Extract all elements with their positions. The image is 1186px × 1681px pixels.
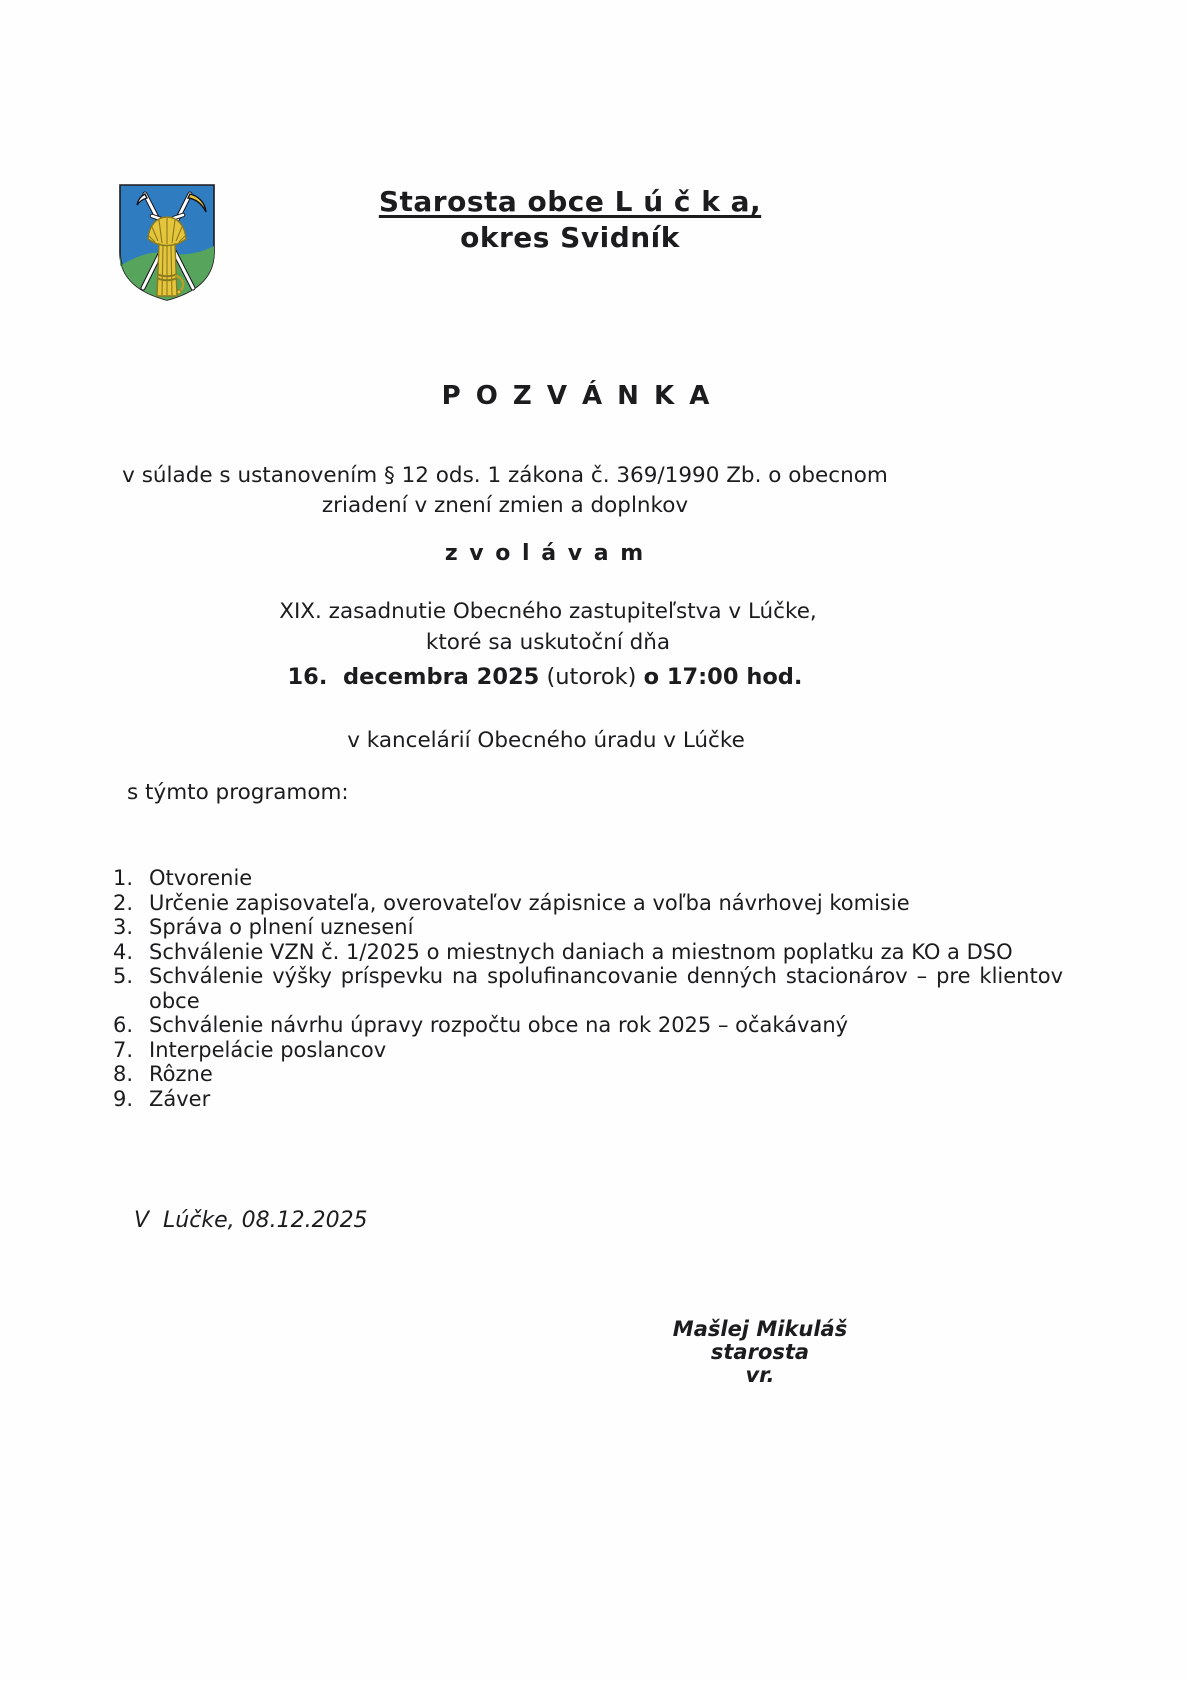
- program-item-3: [113, 915, 1063, 940]
- letterhead-municipality: Starosta obce L ú č k a,: [378, 185, 762, 218]
- letterhead-district: okres Svidník: [460, 221, 680, 254]
- meeting-date: 16. decembra 2025: [287, 664, 540, 690]
- program-item-number: 6.: [113, 1013, 134, 1037]
- program-item-9: [113, 1087, 1063, 1112]
- signature-block: [610, 1318, 910, 1387]
- program-item-text: Schválenie návrhu úpravy rozpočtu obce na rok 2025 – očakávaný: [149, 1013, 849, 1037]
- program-item-number: 7.: [113, 1037, 134, 1062]
- signature-title: starosta: [710, 1340, 810, 1364]
- program-item-1: [113, 866, 1063, 891]
- signature-note: vr.: [745, 1363, 775, 1387]
- program-item-text: Schválenie výšky príspevku na spolufinancovanie denných stacionárov – pre klientov obce: [149, 964, 1063, 1013]
- session-line2: ktoré sa uskutoční dňa: [425, 630, 671, 655]
- convene-word: z v o l á v a m: [444, 541, 646, 566]
- meeting-location: v kancelárií Obecného úradu v Lúčke: [347, 728, 745, 753]
- program-item-6: [113, 1013, 1063, 1038]
- program-item-number: 9.: [113, 1086, 134, 1111]
- letterhead: [0, 184, 1140, 256]
- program-item-8: [113, 1062, 1063, 1087]
- program-item-number: 3.: [113, 915, 134, 939]
- document-title: P O Z V Á N K A: [441, 381, 713, 411]
- program-item-number: 8.: [113, 1062, 134, 1086]
- program-item-number: 2.: [113, 890, 134, 915]
- program-item-text: Rôzne: [149, 1062, 213, 1086]
- meeting-weekday: (utorok): [539, 664, 644, 690]
- signature-name: Mašlej Mikuláš: [672, 1317, 848, 1341]
- meeting-time: o 17:00 hod.: [643, 664, 803, 690]
- program-item-text: Záver: [149, 1086, 211, 1111]
- program-item-7: [113, 1038, 1063, 1063]
- program-item-text: Otvorenie: [149, 866, 253, 890]
- program-item-number: 4.: [113, 939, 134, 964]
- program-item-text: Schválenie VZN č. 1/2025 o miestnych daniach a miestnom poplatku za KO a DSO: [149, 939, 1013, 964]
- program-item-text: Interpelácie poslancov: [149, 1037, 387, 1062]
- program-item-number: 1.: [113, 866, 134, 890]
- program-item-text: Správa o plnení uznesení: [149, 915, 414, 939]
- program-item-4: [113, 940, 1063, 965]
- program-item-number: 5.: [113, 964, 134, 988]
- program-label: s týmto programom:: [127, 780, 349, 805]
- program-list: [113, 866, 1063, 1111]
- program-item-2: [113, 891, 1063, 916]
- program-item-text: Určenie zapisovateľa, overovateľov zápisnice a voľba návrhovej komisie: [149, 890, 910, 915]
- legal-basis-line1: v súlade s ustanovením § 12 ods. 1 zákona č. 369/1990 Zb. o obecnom: [122, 463, 888, 488]
- legal-basis-paragraph: [0, 461, 1010, 521]
- meeting-datetime: [0, 664, 1090, 690]
- session-description: [0, 596, 1096, 658]
- program-item-5: [113, 964, 1063, 1013]
- place-dateline: V Lúčke, 08.12.2025: [134, 1208, 368, 1233]
- session-line1: XIX. zasadnutie Obecného zastupiteľstva v Lúčke,: [279, 599, 817, 624]
- legal-basis-line2: zriadení v znení zmien a doplnkov: [321, 493, 689, 518]
